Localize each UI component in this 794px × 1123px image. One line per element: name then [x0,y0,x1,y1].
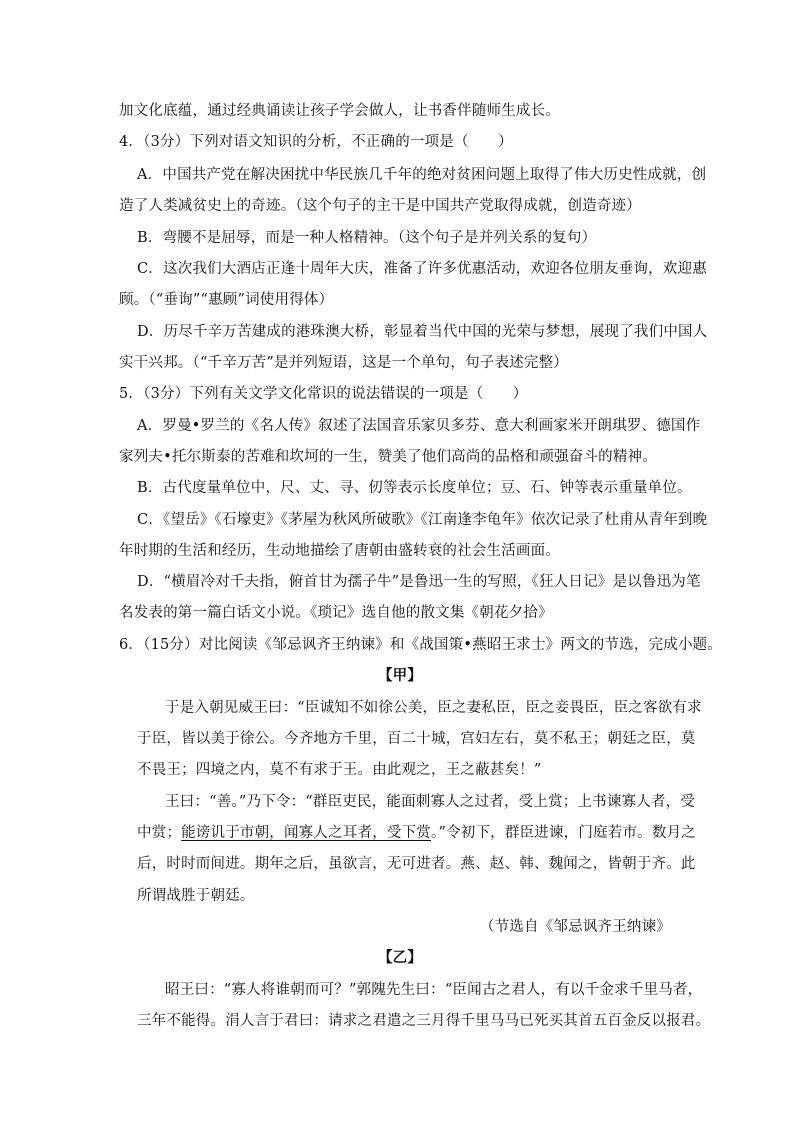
passage-jia-line: 于臣，皆以美于徐公。今齐地方千里，百二十城，宫妇左右，莫不私王；朝廷之臣，莫 [137,731,696,747]
underlined-sentence: 能谤讥于市朝，闻寡人之耳者，受下赏 [181,825,432,841]
passage-jia-line: 王曰：“善。”乃下令：“群臣吏民，能面刺寡人之过者，受上赏；上书谏寡人者，受 [165,794,696,810]
text-line: 家列夫•托尔斯泰的苦难和坎坷的一生，赞美了他们高尚的品格和顽强奋斗的精神。 [119,449,657,465]
question-5-option-d: D．“横眉冷对千夫指，俯首甘为孺子牛”是鲁迅一生的写照，《狂人日记》是以鲁迅为笔 [137,574,701,590]
text-line: 顾。（“垂询”“惠顾”词使用得体） [119,292,334,308]
section-yi-title: 【乙】 [377,949,423,966]
question-4-option-b: B．弯腰不是屈辱，而是一种人格精神。（这个句子是并列关系的复句） [137,230,597,246]
passage-jia-line: 所谓战胜于朝廷。 [137,888,255,904]
text-line: 名发表的第一篇白话文小说。《琐记》选自他的散文集《朝花夕拾》 [119,605,553,621]
passage-jia-line: 于是入朝见威王曰：“臣诚知不如徐公美，臣之妻私臣，臣之妾畏臣，臣之客欲有求 [165,700,702,716]
passage-jia-line-underlined [137,823,699,843]
question-6-stem: 6．（15分）对比阅读《邹忌讽齐王纳谏》和《战国策•燕昭王求士》两文的节选，完成小题。 [119,637,723,653]
text-line: 年时期的生活和经历，生动地描绘了唐朝由盛转衰的社会生活画面。 [119,543,560,559]
passage-jia-line: 后，时时而间进。期年之后，虽欲言，无可进者。燕、赵、韩、魏闻之，皆朝于齐。此 [137,856,696,872]
passage-jia-line: 不畏王；四境之内，莫不有求于王。由此观之，王之蔽甚矣！” [137,762,542,778]
passage-text: 。”令初下，群臣进谏，门庭若市。数月之 [431,825,696,841]
passage-yi-line: 三年不能得。涓人言于君曰：请求之君遣之三月得千里马马已死买其首五百金反以报君。 [137,1013,711,1029]
question-4-option-a: A．中国共产党在解决困扰中华民族几千年的绝对贫困问题上取得了伟大历史性成就，创 [137,167,707,183]
question-5-option-b: B．古代度量单位中，尺、丈、寻、仞等表示长度单位；豆、石、钟等表示重量单位。 [137,480,692,496]
question-5-stem: 5．（3分）下列有关文学文化常识的说法错误的一项是（ ） [119,386,528,402]
passage-jia-source: （节选自《邹忌讽齐王纳谏》 [479,919,671,935]
question-5-option-a: A．罗曼•罗兰的《名人传》叙述了法国音乐家贝多芬、意大利画家米开朗琪罗、德国作 [137,418,701,434]
text-line: 造了人类减贫史上的奇迹。（这个句子的主干是中国共产党取得成就，创造奇迹） [119,198,641,214]
section-jia-title: 【甲】 [377,667,423,684]
question-5-option-c: C．《望岳》《石壕吏》《茅屋为秋风所破歌》《江南逢李龟年》依次记录了杜甫从青年到晚 [137,512,708,528]
passage-text: 中赏； [137,825,182,841]
text-line: 加文化底蕴，通过经典诵读让孩子学会做人，让书香伴随师生成长。 [119,103,560,119]
passage-yi-line: 昭王曰：“寡人将谁朝而可？”郭隗先生曰：“臣闻古之君人，有以千金求千里马者， [165,982,703,998]
question-4-option-d: D．历尽千辛万苦建成的港珠澳大桥，彰显着当代中国的光荣与梦想，展现了我们中国人 [137,324,708,340]
question-4-option-c: C．这次我们大酒店正逢十周年大庆，准备了许多优惠活动，欢迎各位朋友垂询，欢迎惠 [137,261,707,277]
question-4-stem: 4．（3分）下列对语文知识的分析，不正确的一项是（ ） [119,134,513,150]
text-line: 实干兴邦。（“千辛万苦”是并列短语，这是一个单句，句子表述完整） [119,355,568,371]
